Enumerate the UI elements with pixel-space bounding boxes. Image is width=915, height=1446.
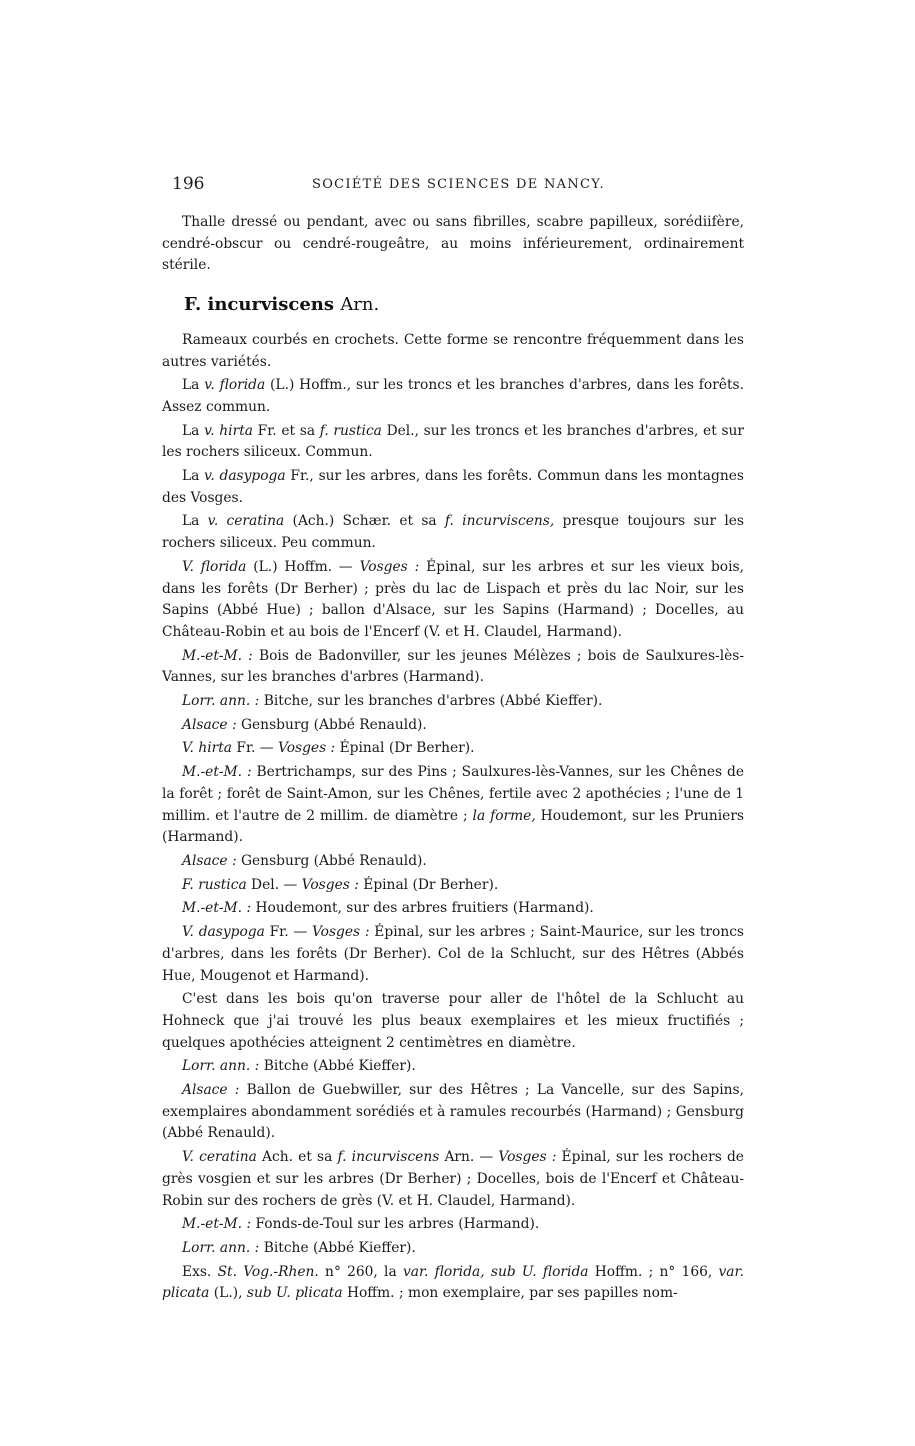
- text-run: Fonds-de-Toul sur les arbres (Harmand).: [251, 1216, 540, 1233]
- taxon-name: V. hirta: [182, 740, 232, 757]
- text-run: Hoffm. ; n° 166,: [588, 1263, 719, 1280]
- region-label: Vosges :: [311, 924, 370, 941]
- text-run: Hoffm. ; mon exemplaire, par ses papilles nom-: [342, 1285, 678, 1302]
- text-run: Fr. et sa: [252, 422, 320, 439]
- taxon-name: V. florida: [182, 558, 247, 575]
- text-run: Épinal (Dr Berher).: [358, 876, 499, 893]
- text-run: n° 260, la: [318, 1263, 403, 1280]
- text-run: La: [182, 468, 205, 485]
- region-label: Vosges :: [359, 558, 420, 575]
- paragraph: [162, 511, 744, 554]
- text-run: La: [182, 513, 208, 530]
- paragraph: [162, 1080, 744, 1145]
- text-run: La: [182, 377, 205, 394]
- exsiccata-title: St. Vog.-Rhen.: [217, 1263, 319, 1280]
- paragraph: [162, 1238, 744, 1260]
- text-run: Bitche (Abbé Kieffer).: [259, 1239, 416, 1256]
- paragraph: [162, 715, 744, 737]
- running-title: SOCIÉTÉ DES SCIENCES DE NANCY.: [312, 177, 605, 192]
- taxon-name: la forme,: [472, 807, 536, 824]
- region-label: M.-et-M. :: [182, 647, 253, 664]
- text-run: La: [182, 422, 205, 439]
- text-run: Houdemont, sur les Pruniers (Harmand).: [162, 807, 745, 846]
- text-run: Bitche, sur les branches d'arbres (Abbé Kieffer).: [259, 693, 603, 710]
- page-header: [172, 174, 742, 196]
- text-run: Del. —: [246, 876, 302, 893]
- taxon-name: var. florida, sub U. florida: [402, 1263, 589, 1280]
- paragraph: [162, 1262, 744, 1305]
- paragraph: [162, 557, 744, 644]
- taxon-name: v. hirta: [204, 422, 253, 439]
- region-label: Vosges :: [301, 876, 359, 893]
- region-label: M.-et-M. :: [182, 1216, 252, 1233]
- text-run: Bertrichamps, sur des Pins ; Saulxures-lès-Vannes, sur les Chênes de la forêt ; forêt de Saint-Amon, sur les Chênes, fertile avec 2 apothécies ; l'une de 1 millim. et l'autre de 2 millim. de diamètre ;: [162, 764, 744, 824]
- text-run: Épinal (Dr Berher).: [335, 740, 475, 757]
- text-run: Épinal, sur les arbres ; Saint-Maurice, sur les troncs d'arbres, dans les forêts (Dr Berher). Col de la Schlucht, sur des Hêtres (Abbés Hue, Mougenot et Harmand).: [162, 924, 745, 984]
- text-run: (L.) Hoffm., sur les troncs et les branches d'arbres, dans les forêts. Assez commun.: [162, 377, 744, 415]
- text-run: (Ach.) Schær. et sa: [284, 513, 445, 530]
- paragraph: [162, 922, 744, 987]
- paragraph: [162, 851, 744, 873]
- paragraph: [162, 1214, 744, 1236]
- text-run: Del., sur les troncs et les branches d'arbres, et sur les rochers siliceux. Commun.: [162, 422, 745, 461]
- region-label: M.-et-M. :: [182, 900, 252, 917]
- taxon-name: v. dasypoga: [204, 468, 286, 485]
- taxon-name: f. rustica: [319, 422, 382, 439]
- taxon-name: f. incurviscens,: [444, 513, 555, 530]
- paragraph: C'est dans les bois qu'on traverse pour aller de l'hôtel de la Schlucht au Hohneck que j'ai trouvé les plus beaux exemplaires et les mieux fructifiés ; quelques apothécies atteignent 2 centimètres en diamètre.: [162, 991, 744, 1051]
- region-label: Vosges :: [498, 1149, 557, 1166]
- text-run: (L.),: [209, 1285, 247, 1302]
- paragraph: [162, 1147, 744, 1212]
- paragraph: [162, 875, 744, 897]
- region-label: Lorr. ann. :: [182, 1058, 260, 1075]
- paragraph: [162, 1056, 744, 1078]
- taxon-name: var. plicata: [162, 1263, 745, 1302]
- text-run: Fr., sur les arbres, dans les forêts. Commun dans les montagnes des Vosges.: [162, 468, 745, 506]
- paragraph: [162, 375, 744, 418]
- section-title: F. incurviscens: [184, 294, 335, 316]
- text-run: presque toujours sur les rochers siliceux. Peu commun.: [162, 513, 744, 552]
- region-label: Lorr. ann. :: [182, 693, 260, 710]
- region-label: M.-et-M. :: [182, 764, 252, 781]
- taxon-name: f. incurviscens: [337, 1149, 440, 1166]
- region-label: Lorr. ann. :: [182, 1239, 260, 1256]
- section-heading: [184, 294, 744, 316]
- paragraph: [162, 738, 744, 760]
- paragraph: [162, 762, 744, 849]
- text-run: Bois de Badonviller, sur les jeunes Mélèzes ; bois de Saulxures-lès-Vannes, sur les branches d'arbres (Harmand).: [162, 647, 745, 686]
- text-run: Arn. —: [439, 1149, 499, 1166]
- paragraph: [162, 898, 744, 920]
- text-run: Fr. —: [264, 924, 312, 941]
- text-run: Bitche (Abbé Kieffer).: [259, 1058, 416, 1075]
- taxon-name: V. dasypoga: [182, 924, 265, 941]
- taxon-name: V. ceratina: [182, 1149, 257, 1166]
- paragraph: Rameaux courbés en crochets. Cette forme se rencontre fréquemment dans les autres variétés.: [162, 331, 744, 370]
- text-run: Fr. —: [232, 740, 278, 757]
- text-run: Gensburg (Abbé Renauld).: [236, 852, 427, 869]
- section-author: Arn.: [340, 294, 380, 316]
- region-label: Alsace :: [182, 852, 237, 869]
- region-label: Alsace :: [182, 1082, 240, 1099]
- taxon-name: v. ceratina: [207, 513, 285, 530]
- text-run: Épinal, sur les arbres et sur les vieux bois, dans les forêts (Dr Berher) ; près du lac de Lispach et près du lac Noir, sur les Sapins (Abbé Hue) ; ballon d'Alsace, sur les Sapins (Harmand) ; Docelles, au Château-Robin et au bois de l'Encerf (V. et H. Claudel, Harmand).: [162, 558, 744, 640]
- taxon-name: F. rustica: [182, 876, 247, 893]
- body-text: [162, 212, 744, 1307]
- paragraph: [162, 466, 744, 509]
- taxon-name: v. florida: [204, 377, 266, 394]
- text-run: Gensburg (Abbé Renauld).: [236, 716, 427, 733]
- page-number: 196: [172, 174, 205, 194]
- text-run: Épinal, sur les rochers de grès vosgien et sur les arbres (Dr Berher) ; Docelles, bois de l'Encerf et Château-Robin sur des rochers de grès (V. et H. Claudel, Harmand).: [162, 1149, 744, 1209]
- text-run: Ach. et sa: [256, 1149, 338, 1166]
- paragraph: [162, 646, 744, 689]
- text-run: Houdemont, sur des arbres fruitiers (Harmand).: [251, 900, 594, 917]
- text-run: Exs.: [182, 1263, 218, 1280]
- region-label: Vosges :: [278, 740, 336, 757]
- text-run: (L.) Hoffm. —: [246, 558, 360, 575]
- taxon-name: sub U. plicata: [246, 1285, 343, 1302]
- paragraph: [162, 691, 744, 713]
- text-run: Ballon de Guebwiller, sur des Hêtres ; La Vancelle, sur des Sapins, exemplaires abondamment sorédiés et à ramules recourbés (Harmand) ; Gensburg (Abbé Renauld).: [162, 1082, 744, 1142]
- region-label: Alsace :: [182, 716, 237, 733]
- intro-paragraph: Thalle dressé ou pendant, avec ou sans fibrilles, scabre papilleux, sorédiifère, cendré-obscur ou cendré-rougeâtre, au moins inférieurement, ordinairement stérile.: [162, 214, 744, 274]
- paragraph: [162, 421, 744, 464]
